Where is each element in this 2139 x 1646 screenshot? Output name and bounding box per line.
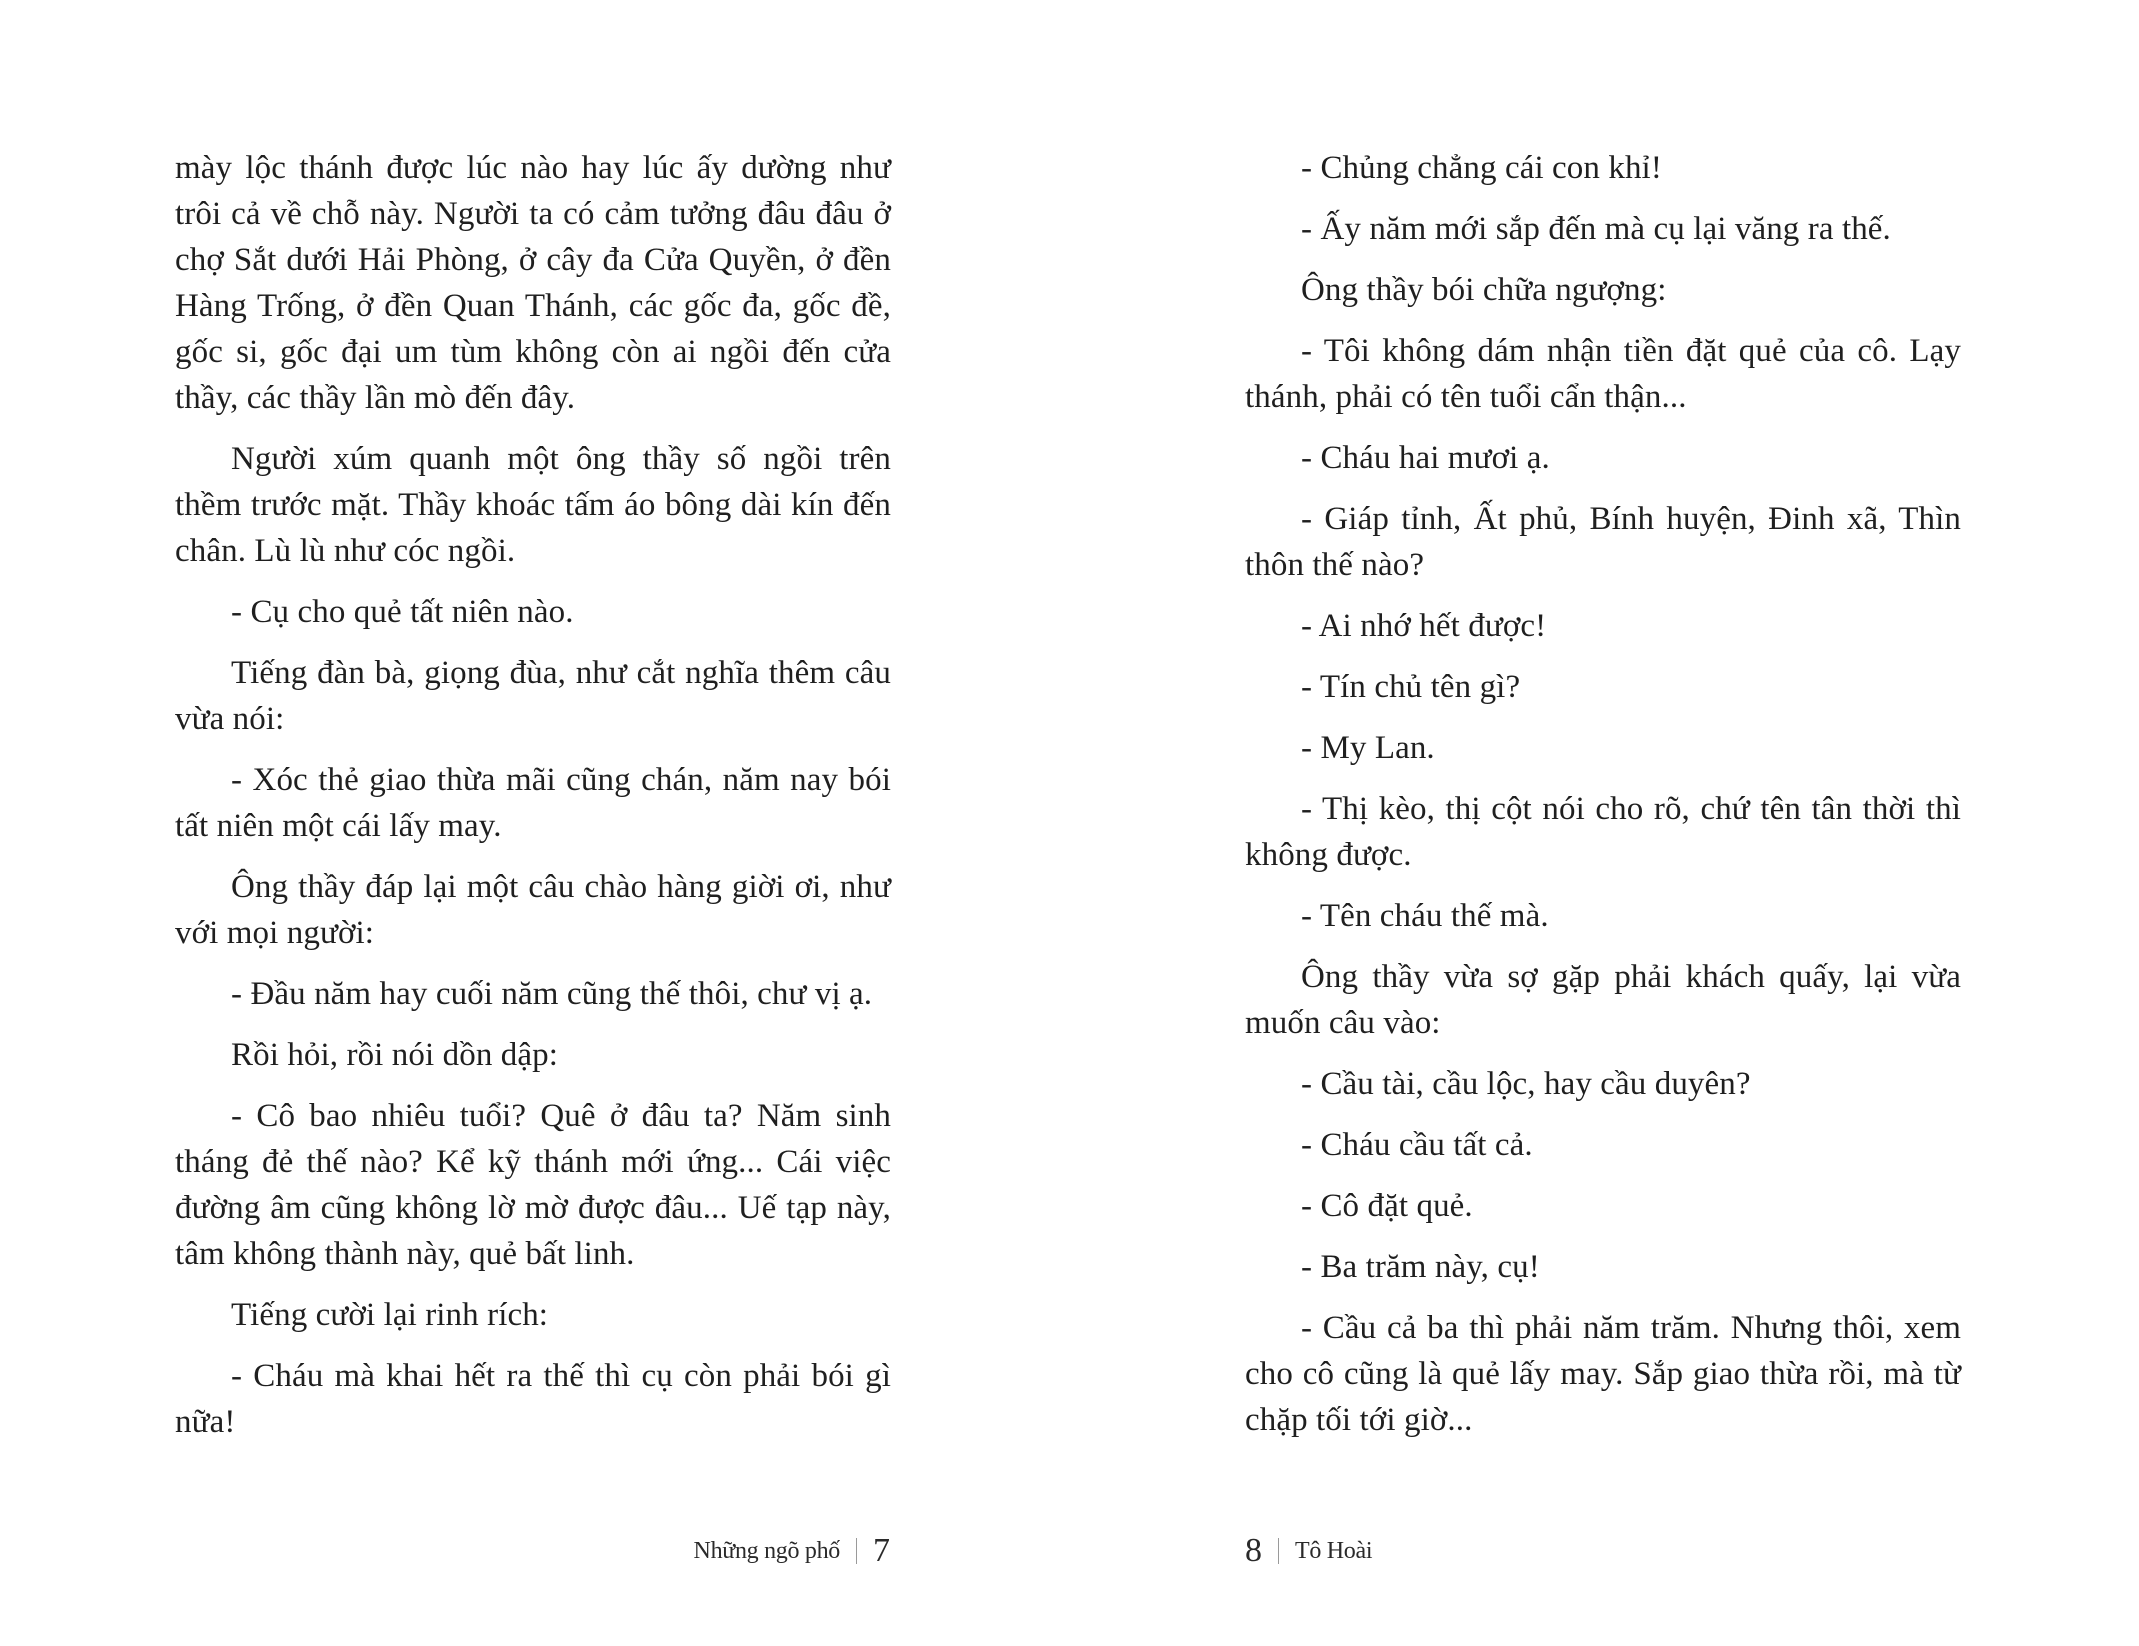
- dialogue-line: - Tôi không dám nhận tiền đặt quẻ của cô. Lạy thánh, phải có tên tuổi cẩn thận...: [1245, 333, 1961, 415]
- dialogue-line: - Giáp tỉnh, Ất phủ, Bính huyện, Đinh xã, Thìn thôn thế nào?: [1245, 501, 1961, 583]
- right-page-footer: [1245, 1531, 1372, 1571]
- paragraph: Ông thầy bói chữa ngượng:: [1301, 272, 1667, 308]
- dialogue-line: - Đầu năm hay cuối năm cũng thế thôi, chư vị ạ.: [231, 976, 873, 1012]
- page-number: 8: [1245, 1532, 1262, 1569]
- dialogue-line: - Ai nhớ hết được!: [1301, 608, 1547, 644]
- paragraph: Tiếng cười lại rinh rích:: [231, 1297, 549, 1333]
- running-title-book: Những ngõ phố: [693, 1537, 840, 1564]
- footer-separator: [856, 1538, 857, 1564]
- left-page-footer: [694, 1531, 890, 1571]
- paragraph: Ông thầy đáp lại một câu chào hàng giời ơi, như với mọi người:: [175, 869, 891, 951]
- dialogue-line: - Ba trăm này, cụ!: [1301, 1249, 1540, 1285]
- dialogue-line: - Ấy năm mới sắp đến mà cụ lại văng ra thế.: [1301, 211, 1891, 247]
- page-number: 7: [873, 1532, 890, 1569]
- dialogue-line: - Cháu hai mươi ạ.: [1301, 440, 1550, 476]
- dialogue-line: - Chủng chẳng cái con khỉ!: [1301, 150, 1662, 186]
- paragraph: mày lộc thánh được lúc nào hay lúc ấy dường như trôi cả về chỗ này. Người ta có cảm tưởng đâu đâu ở chợ Sắt dưới Hải Phòng, ở cây đa Cửa Quyền, ở đền Hàng Trống, ở đền Quan Thánh, các gốc đa, gốc đề, gốc si, gốc đại um tùm không còn ai ngồi đến cửa thầy, các thầy lần mò đến đây.: [175, 150, 891, 416]
- paragraph: Ông thầy vừa sợ gặp phải khách quấy, lại vừa muốn câu vào:: [1245, 959, 1961, 1041]
- dialogue-line: - My Lan.: [1301, 730, 1435, 766]
- left-page: [175, 145, 891, 1460]
- dialogue-line: - Cụ cho quẻ tất niên nào.: [231, 594, 574, 630]
- dialogue-line: - Cháu cầu tất cả.: [1301, 1127, 1533, 1163]
- dialogue-line: - Tên cháu thế mà.: [1301, 898, 1549, 934]
- footer-separator: [1278, 1538, 1279, 1564]
- dialogue-line: - Cầu tài, cầu lộc, hay cầu duyên?: [1301, 1066, 1751, 1102]
- running-title-author: Tô Hoài: [1295, 1537, 1373, 1564]
- dialogue-line: - Cháu mà khai hết ra thế thì cụ còn phải bói gì nữa!: [175, 1358, 891, 1440]
- dialogue-line: - Cô đặt quẻ.: [1301, 1188, 1473, 1224]
- paragraph: Tiếng đàn bà, giọng đùa, như cắt nghĩa thêm câu vừa nói:: [175, 655, 891, 737]
- paragraph: Rồi hỏi, rồi nói dồn dập:: [231, 1037, 558, 1073]
- dialogue-line: - Xóc thẻ giao thừa mãi cũng chán, năm nay bói tất niên một cái lấy may.: [175, 762, 891, 844]
- right-page: [1245, 145, 1961, 1458]
- dialogue-line: - Tín chủ tên gì?: [1301, 669, 1521, 705]
- dialogue-line: - Cầu cả ba thì phải năm trăm. Nhưng thôi, xem cho cô cũng là quẻ lấy may. Sắp giao thừa rồi, mà từ chặp tối tới giờ...: [1245, 1310, 1961, 1438]
- dialogue-line: - Cô bao nhiêu tuổi? Quê ở đâu ta? Năm sinh tháng đẻ thế nào? Kể kỹ thánh mới ứng... Cái việc đường âm cũng không lờ mờ được đâu... Uế tạp này, tâm không thành này, quẻ bất linh.: [175, 1098, 891, 1272]
- paragraph: Người xúm quanh một ông thầy số ngồi trên thềm trước mặt. Thầy khoác tấm áo bông dài kín đến chân. Lù lù như cóc ngồi.: [175, 441, 891, 569]
- dialogue-line: - Thị kèo, thị cột nói cho rõ, chứ tên tân thời thì không được.: [1245, 791, 1961, 873]
